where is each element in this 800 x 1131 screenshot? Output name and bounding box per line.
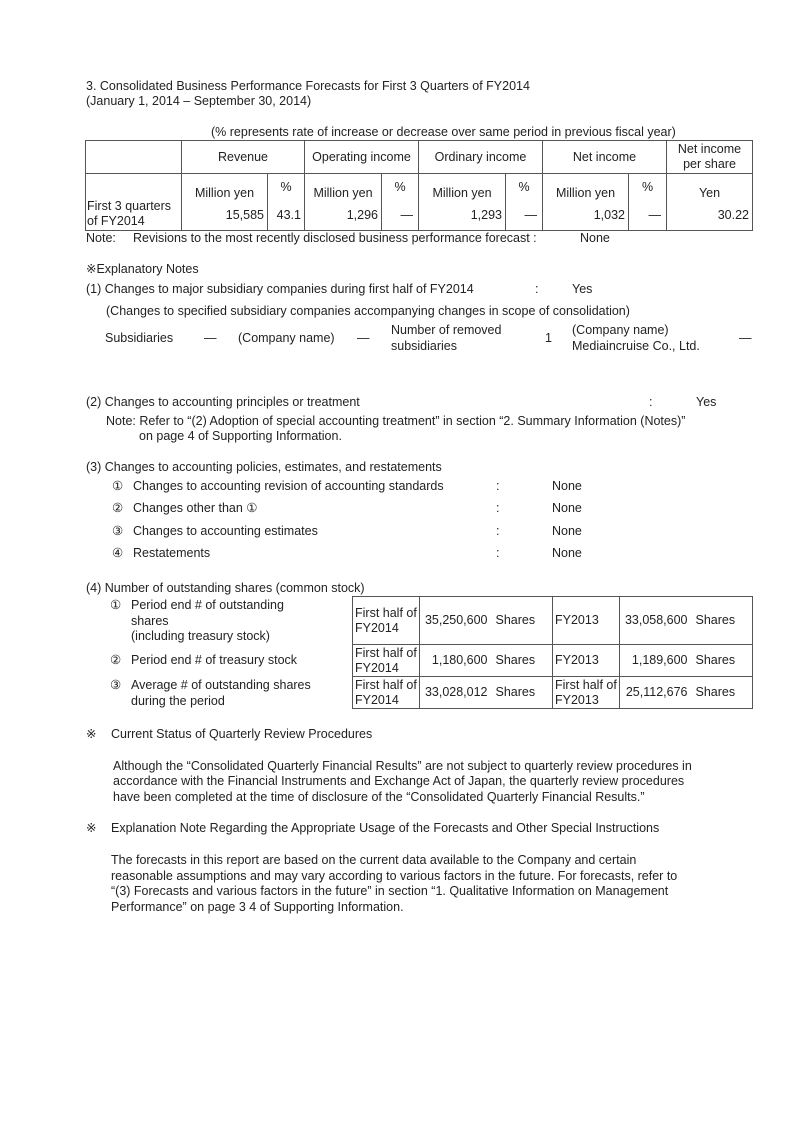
item4-row-label: shares — [131, 614, 169, 628]
cell-eps — [667, 174, 753, 231]
item1-colon: : — [535, 282, 539, 296]
review-line: Although the “Consolidated Quarterly Financial Results” are not subject to quarterly review procedures in — [113, 759, 692, 773]
cell-operating-pct — [382, 174, 419, 231]
item4-row-label: during the period — [131, 694, 225, 708]
header-revenue: Revenue — [182, 141, 305, 174]
item3-num: ④ — [112, 546, 124, 560]
unit-label: Yen — [698, 186, 721, 200]
cell-revenue — [182, 174, 268, 231]
cell-ordinary-pct — [506, 174, 543, 231]
unit-label: Million yen — [555, 186, 616, 200]
item3-colon: : — [496, 501, 500, 515]
removed-label: subsidiaries — [391, 339, 458, 353]
cell-net — [543, 174, 629, 231]
reference-mark-icon: ※ — [86, 821, 97, 835]
item3-num: ① — [112, 479, 124, 493]
shares-unit: Shares — [490, 597, 553, 645]
item3-label: (3) Changes to accounting policies, estimates, and restatements — [86, 460, 442, 474]
item4-row-label: Period end # of treasury stock — [131, 653, 298, 667]
explanatory-heading: ※Explanatory Notes — [86, 262, 199, 276]
shares-value: 1,189,600 — [620, 645, 690, 677]
cell-net-pct — [629, 174, 667, 231]
dash: — — [204, 331, 217, 345]
forecast-note-heading: Explanation Note Regarding the Appropriate Usage of the Forecasts and Other Special Instructions — [111, 821, 660, 835]
forecast-table — [85, 140, 753, 231]
shares-unit: Shares — [690, 645, 753, 677]
revenue-value: 15,585 — [225, 208, 264, 222]
unit-label: Million yen — [194, 186, 255, 200]
removed-company-label: (Company name) — [572, 323, 669, 337]
item3-value: None — [552, 546, 582, 560]
item4-num: ① — [110, 598, 122, 612]
unit-label: % — [280, 180, 292, 194]
section-title: 3. Consolidated Business Performance Forecasts for First 3 Quarters of FY2014 — [86, 79, 530, 93]
item3-num: ② — [112, 501, 124, 515]
unit-label: % — [394, 180, 406, 194]
dash: — — [357, 331, 370, 345]
item3-row-label: Changes other than ① — [133, 501, 258, 515]
reference-mark-icon: ※ — [86, 727, 97, 741]
company-name-label: (Company name) — [238, 331, 335, 345]
dash: — — [739, 331, 752, 345]
header-operating-income: Operating income — [305, 141, 419, 174]
item1-sub: (Changes to specified subsidiary companies accompanying changes in scope of consolidation) — [106, 304, 630, 318]
net-value: 1,032 — [593, 208, 625, 222]
period-label: First half of FY2013 — [553, 677, 620, 709]
item3-colon: : — [496, 524, 500, 538]
header-net-income: Net income — [543, 141, 667, 174]
header-ordinary-income: Ordinary income — [419, 141, 543, 174]
net-pct-value: — — [648, 208, 661, 222]
item4-num: ③ — [110, 678, 122, 692]
item2-note: Note: Refer to “(2) Adoption of special accounting treatment” in section “2. Summary Information (Notes)” — [106, 414, 686, 428]
note-value: None — [580, 231, 610, 245]
shares-table — [352, 596, 753, 709]
subsidiaries-label: Subsidiaries — [105, 331, 174, 345]
removed-company: Mediaincruise Co., Ltd. — [572, 339, 700, 353]
item2-value: Yes — [696, 395, 717, 409]
item2-label: (2) Changes to accounting principles or treatment — [86, 395, 360, 409]
item3-value: None — [552, 501, 582, 515]
forecast-note-line: “(3) Forecasts and various factors in the future” in section “1. Qualitative Information on Management — [111, 884, 669, 898]
operating-pct-value: — — [400, 208, 413, 222]
note-label: Note: — [86, 231, 116, 245]
revenue-pct-value: 43.1 — [276, 208, 301, 222]
item1-label: (1) Changes to major subsidiary companies during first half of FY2014 — [86, 282, 474, 296]
item3-row-label: Changes to accounting revision of accounting standards — [133, 479, 444, 493]
item3-value: None — [552, 524, 582, 538]
removed-label: Number of removed — [391, 323, 502, 337]
eps-value: 30.22 — [717, 208, 749, 222]
period-label: FY2013 — [553, 597, 620, 645]
item3-colon: : — [496, 479, 500, 493]
shares-value: 1,180,600 — [420, 645, 490, 677]
shares-value: 35,250,600 — [420, 597, 490, 645]
shares-unit: Shares — [690, 597, 753, 645]
item4-row-label: Average # of outstanding shares — [131, 678, 311, 692]
review-line: accordance with the Financial Instruments and Exchange Act of Japan, the quarterly review procedures — [113, 774, 685, 788]
forecast-note-line: reasonable assumptions and may vary according to various factors in the future. For forecasts, refer to — [111, 869, 678, 883]
unit-label: Million yen — [432, 186, 492, 200]
forecast-note-line: Performance” on page 3 4 of Supporting Information. — [111, 900, 404, 914]
shares-value: 33,028,012 — [420, 677, 490, 709]
item3-value: None — [552, 479, 582, 493]
period-label: First half of FY2014 — [353, 677, 420, 709]
note-text: Revisions to the most recently disclosed business performance forecast : — [133, 231, 537, 245]
period-label: FY2013 — [553, 645, 620, 677]
operating-value: 1,296 — [346, 208, 378, 222]
period-label: First half of FY2014 — [353, 597, 420, 645]
review-heading: Current Status of Quarterly Review Procedures — [111, 727, 373, 741]
shares-unit: Shares — [690, 677, 753, 709]
shares-unit: Shares — [490, 645, 553, 677]
unit-label: % — [518, 180, 530, 194]
item1-value: Yes — [572, 282, 593, 296]
review-line: have been completed at the time of disclosure of the “Consolidated Quarterly Financial Results.” — [113, 790, 645, 804]
item4-row-label: Period end # of outstanding — [131, 598, 284, 612]
cell-ordinary — [419, 174, 506, 231]
unit-label: % — [641, 180, 654, 194]
item2-colon: : — [649, 395, 653, 409]
cell-operating — [305, 174, 382, 231]
item3-row-label: Restatements — [133, 546, 211, 560]
ordinary-pct-value: — — [524, 208, 537, 222]
corner-cell — [86, 141, 182, 174]
forecast-note-line: The forecasts in this report are based on the current data available to the Company and certain — [111, 853, 637, 867]
item4-label: (4) Number of outstanding shares (common stock) — [86, 581, 365, 595]
shares-value: 33,058,600 — [620, 597, 690, 645]
row-label: First 3 quarters of FY2014 — [86, 174, 182, 231]
percent-note: (% represents rate of increase or decrease over same period in previous fiscal year) — [211, 125, 676, 139]
item4-row-label: (including treasury stock) — [131, 629, 270, 643]
item3-colon: : — [496, 546, 500, 560]
item3-num: ③ — [112, 524, 124, 538]
removed-count: 1 — [545, 331, 552, 345]
section-period: (January 1, 2014 – September 30, 2014) — [86, 94, 312, 108]
shares-unit: Shares — [490, 677, 553, 709]
item4-num: ② — [110, 653, 122, 667]
header-net-income-per-share: Net income per share — [667, 141, 753, 174]
shares-value: 25,112,676 — [620, 677, 690, 709]
unit-label: Million yen — [313, 186, 373, 200]
period-label: First half of FY2014 — [353, 645, 420, 677]
cell-revenue-pct — [268, 174, 305, 231]
ordinary-value: 1,293 — [470, 208, 502, 222]
item2-note: on page 4 of Supporting Information. — [139, 429, 342, 443]
item3-row-label: Changes to accounting estimates — [133, 524, 318, 538]
